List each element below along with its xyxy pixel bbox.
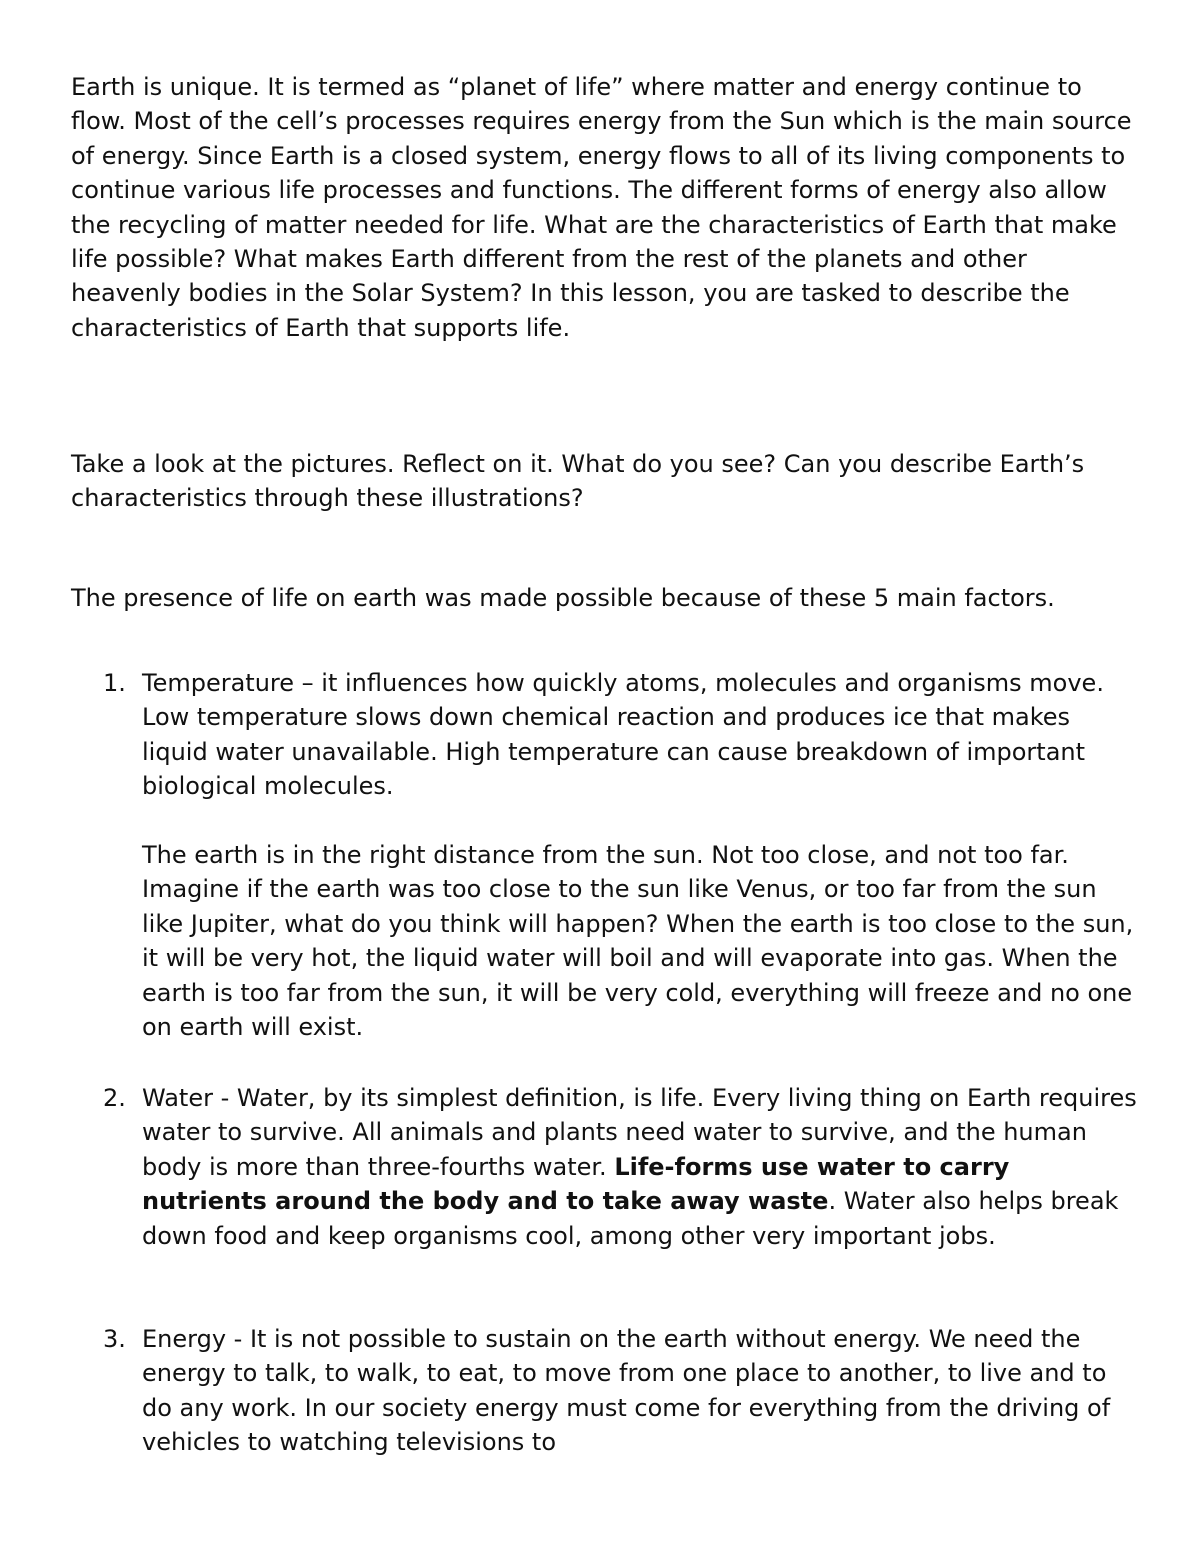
- list-number: 2.: [103, 1084, 126, 1112]
- energy-text: Energy - It is not possible to sustain on the earth without energy. We need the energy to talk, to walk, to eat, to move from one place to another, to live and to do any work. In our society energy must come for everything from the driving of vehicles to watching televisions to: [142, 1325, 1111, 1457]
- list-number: 1.: [103, 669, 126, 697]
- water-text-start: Water - Water, by its simplest definition, is life. Every living thing on Earth requires water to survive. All animals and plants need water to survive, and the human body is more than three-fourths water.: [142, 1084, 1137, 1181]
- reflection-paragraph: Take a look at the pictures. Reflect on it. What do you see? Can you describe Earth’s characteristics through these illustrations?: [71, 450, 1085, 513]
- intro-paragraph: Earth is unique. It is termed as “planet of life” where matter and energy continue to flow. Most of the cell’s processes requires energy from the Sun which is the main source of energy. Since Earth is a closed system, energy flows to all of its living components to continue various life processes and functions. The different forms of energy also allow the recycling of matter needed for life. What are the characteristics of Earth that make life possible? What makes Earth different from the rest of the planets and other heavenly bodies in the Solar System? In this lesson, you are tasked to describe the characteristics of Earth that supports life.: [71, 73, 1132, 342]
- factors-intro-paragraph: The presence of life on earth was made possible because of these 5 main factors.: [71, 584, 1055, 612]
- temperature-distance-text: The earth is in the right distance from the sun. Not too close, and not too far. Imagine if the earth was too close to the sun like Venus, or too far from the sun like Jupiter, what do you think will happen? When the earth is too close to the sun, it will be very hot, the liquid water will boil and will evaporate into gas. When the earth is too far from the sun, it will be very cold, everything will freeze and no one on earth will exist.: [142, 841, 1134, 1042]
- list-number: 3.: [103, 1325, 126, 1353]
- temperature-text: Temperature – it influences how quickly atoms, molecules and organisms move. Low temperature slows down chemical reaction and produces ice that makes liquid water unavailable. High temperature can cause breakdown of important biological molecules.: [142, 669, 1104, 801]
- list-body: [142, 1081, 1142, 1253]
- water-text-end: . Water also helps break down food and keep organisms cool, among other very important jobs.: [142, 1187, 1119, 1250]
- list-body: [142, 666, 1142, 1044]
- water-bold-text: Life-forms use water to carry nutrients around the body and to take away waste: [142, 1152, 1010, 1216]
